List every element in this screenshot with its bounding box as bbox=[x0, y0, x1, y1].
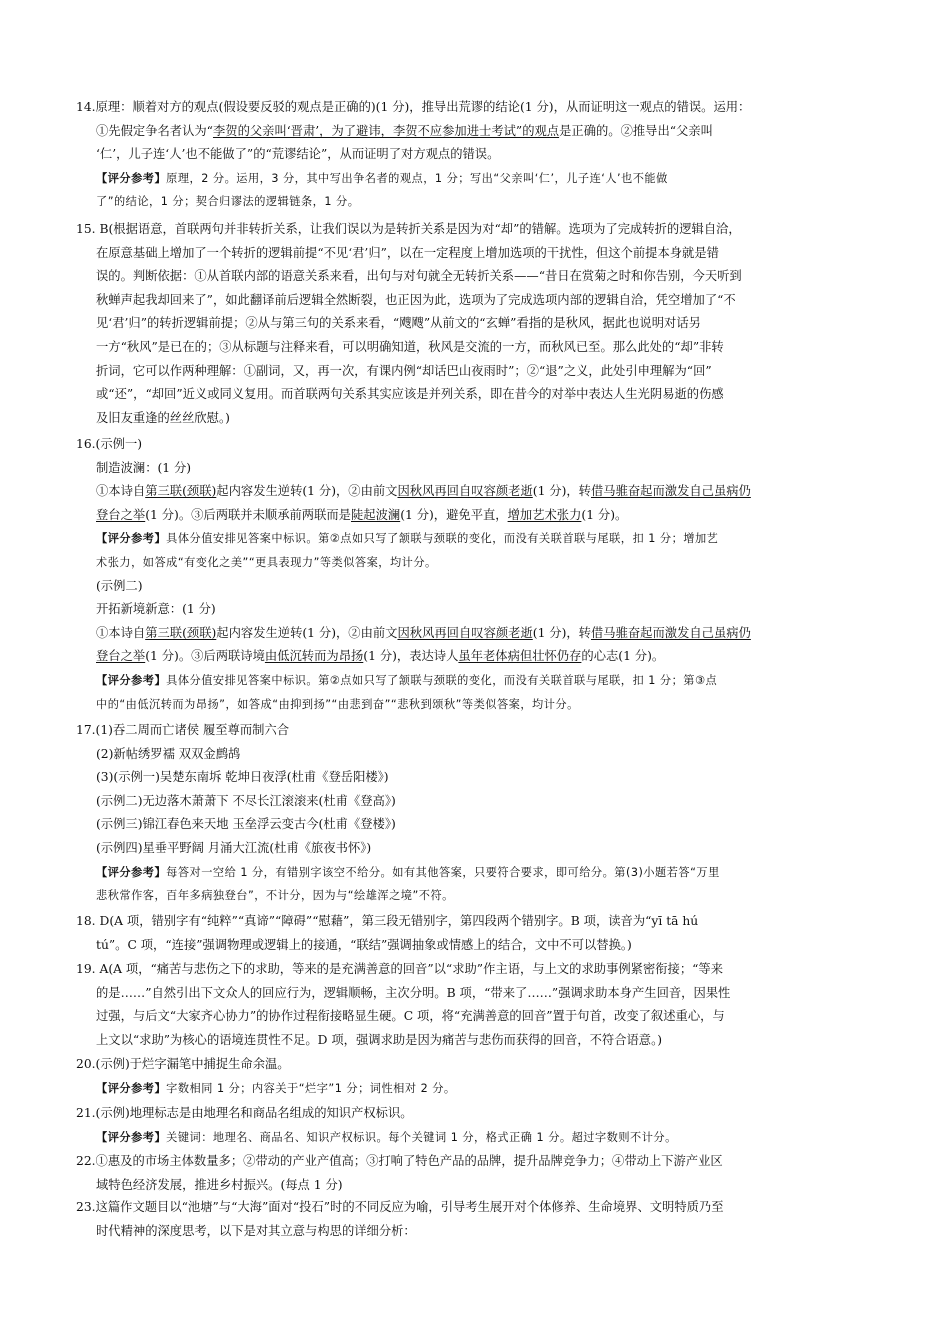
q15-line: 一方“秋风”是已在的；③从标题与注释来看，可以明确知道，秋风是交流的一方，而秋风已至。那么此处的“却”非转 bbox=[96, 339, 724, 354]
scoring-reference: 【评分参考】具体分值安排见答案中标识。第②点如只写了颔联与颈联的变化，而没有关联首联与尾联，扣 1 分；增加艺 bbox=[96, 532, 719, 546]
example-title: 开拓新境新意：(1 分) bbox=[96, 602, 216, 617]
question-21 bbox=[76, 1102, 876, 1149]
question-22 bbox=[76, 1150, 876, 1197]
scoring-tag: 【评分参考】 bbox=[96, 673, 167, 687]
question-23 bbox=[76, 1196, 876, 1243]
scoring-reference: 【评分参考】原理，2 分。运用，3 分，其中写出争名者的观点，1 分；写出“父亲叫‘仁’，儿子连‘人’也不能做 bbox=[96, 171, 668, 185]
q17-line: (示例四)星垂平野阔 月涌大江流(杜甫《旅夜书怀》) bbox=[96, 840, 372, 855]
underlined-text: 由低沉转而为昂扬 bbox=[264, 649, 364, 664]
scoring-reference: 【评分参考】关键词：地理名、商品名、知识产权标识。每个关键词 1 分，格式正确 1 分。超过字数则不计分。 bbox=[96, 1130, 677, 1144]
q15-line: 15. B(根据语意，首联两句并非转折关系，让我们误以为是转折关系是因为对“却”的错解。选项为了完成转折的逻辑自洽， bbox=[76, 222, 741, 236]
q23-line: 时代精神的深度思考，以下是对其立意与构思的详细分析： bbox=[96, 1223, 416, 1238]
question-18 bbox=[76, 910, 876, 957]
q16-heading: 16.(示例一) bbox=[76, 437, 143, 451]
question-14 bbox=[76, 96, 876, 214]
q19-line: 上文以“求助”为核心的语境连贯性不足。D 项，强调求助是因为痛苦与悲伤而获得的回音，不符合语意。) bbox=[96, 1032, 663, 1047]
underlined-text: 增加艺术张力 bbox=[507, 507, 582, 522]
q18-line: 18. D(A 项，错别字有“纯粹”“真谛”“障碍”“慰藉”，第三段无错别字，第四段两个错别字。B 项，读音为“yī tā hú bbox=[76, 914, 699, 928]
q16-line: 登台之举(1 分)。③后两联诗境由低沉转而为昂扬(1 分)，表达诗人虽年老体病但壮怀仍存的心志(1 分)。 bbox=[96, 649, 665, 664]
q21-line: 21.(示例)地理标志是由地理名和商品名组成的知识产权标识。 bbox=[76, 1106, 413, 1120]
underlined-text: 借马骓奋起而激发自己虽病仍 bbox=[590, 625, 751, 640]
q14-line: ‘仁’，儿子连‘人’也不能做了”的“荒谬结论”，从而证明了对方观点的错误。 bbox=[96, 147, 500, 162]
q19-line: 过强，与后文“大家齐心协力”的协作过程衔接略显生硬。C 项，将“充满善意的回音”置于句首，改变了叙述重心，与 bbox=[96, 1009, 725, 1024]
q23-line: 23.这篇作文题目以“池塘”与“大海”面对“投石”时的不同反应为喻，引导考生展开对个体修养、生命境界、文明特质乃至 bbox=[76, 1200, 724, 1214]
scoring-reference: 【评分参考】字数相同 1 分；内容关于“烂字”1 分；词性相对 2 分。 bbox=[96, 1081, 456, 1095]
q15-line: 见‘君’归”的转折逻辑前提；②从与第三句的关系来看，“飕飕”从前文的“玄蝉”看指的是秋风，据此也说明对话另 bbox=[96, 316, 701, 331]
q20-line: 20.(示例)于烂字漏笔中捕捉生命余温。 bbox=[76, 1057, 290, 1071]
q14-line: ①先假定争名者认为“李贺的父亲叫‘晋肃’，为了避讳，李贺不应参加进士考试”的观点是正确的。②推导出“父亲叫 bbox=[96, 123, 713, 138]
q15-line: 秋蝉声起我却回来了”，如此翻译前后逻辑全然断裂，也正因为此，选项为了完成选项内部的逻辑自洽，凭空增加了“不 bbox=[96, 292, 736, 307]
scoring-tag: 【评分参考】 bbox=[96, 532, 167, 546]
q19-line: 的是……”自然引出下文众人的回应行为，逻辑顺畅，主次分明。B 项，“带来了……”强调求助本身产生回音，因果性 bbox=[96, 985, 731, 1000]
q16-line: ①本诗自第三联(颈联)起内容发生逆转(1 分)，②由前文因秋风再回自叹容颜老逝(1 分)，转借马骓奋起而激发自己虽病仍 bbox=[96, 625, 751, 640]
underlined-text: 借马骓奋起而激发自己虽病仍 bbox=[590, 484, 751, 499]
q19-line: 19. A(A 项，“痛苦与悲伤之下的求助，等来的是充满善意的回音”以“求助”作主语，与上文的求助事例紧密衔接；“等来 bbox=[76, 962, 724, 976]
q17-line: (示例二)无边落木萧萧下 不尽长江滚滚来(杜甫《登高》) bbox=[96, 793, 396, 808]
q15-line: 折词，它可以作两种理解：①副词，又，再一次，有课内例“却话巴山夜雨时”；②“退”之义，此处引申理解为“回” bbox=[96, 363, 712, 378]
scoring-reference: 【评分参考】每答对一空给 1 分，有错别字该空不给分。如有其他答案，只要符合要求，即可给分。第(3)小题若答“万里 bbox=[96, 865, 720, 879]
question-20 bbox=[76, 1053, 876, 1100]
underlined-text: 李贺的父亲叫‘晋肃’，为了避讳，李贺不应参加进士考试”的观点 bbox=[212, 123, 560, 138]
scoring-reference: 悲秋常作客，百年多病独登台”，不计分，因为与“绘雄浑之境”不符。 bbox=[96, 889, 454, 903]
q22-line: 22.①惠及的市场主体数量多；②带动的产业产值高；③打响了特色产品的品牌，提升品牌竞争力；④带动上下游产业区 bbox=[76, 1154, 723, 1168]
underlined-text: 第三联(颈联) bbox=[145, 484, 217, 499]
question-16 bbox=[76, 433, 876, 716]
q17-line: (3)(示例一)吴楚东南坼 乾坤日夜浮(杜甫《登岳阳楼》) bbox=[96, 770, 389, 785]
scoring-tag: 【评分参考】 bbox=[96, 1130, 167, 1144]
scoring-reference: 了”的结论，1 分；契合归谬法的逻辑链条，1 分。 bbox=[96, 195, 360, 209]
q17-line: 17.(1)吞二周而亡诸侯 履至尊而制六合 bbox=[76, 723, 290, 737]
underlined-text: 因秋风再回自叹容颜老逝 bbox=[397, 625, 533, 640]
underlined-text: 第三联(颈联) bbox=[145, 625, 217, 640]
underlined-text: 陡起波澜 bbox=[350, 507, 401, 522]
q15-line: 或“还”，“却回”近义或同义复用。而首联两句关系其实应该是并列关系，即在昔今的对举中表达人生光阴易逝的伤感 bbox=[96, 387, 724, 402]
question-15 bbox=[76, 218, 876, 430]
underlined-text: 虽年老体病但壮怀仍存 bbox=[458, 649, 582, 664]
q22-line: 域特色经济发展，推进乡村振兴。(每点 1 分) bbox=[96, 1177, 343, 1192]
q17-line: (示例三)锦江春色来天地 玉垒浮云变古今(杜甫《登楼》) bbox=[96, 817, 396, 832]
question-17 bbox=[76, 719, 876, 908]
q16-line: 登台之举(1 分)。③后两联并未顺承前两联而是陡起波澜(1 分)，避免平直，增加艺术张力(1 分)。 bbox=[96, 507, 628, 522]
underlined-text: 登台之举 bbox=[96, 507, 146, 522]
q15-line: 及旧友重逢的丝丝欣慰。) bbox=[96, 410, 230, 425]
scoring-reference: 中的“由低沉转而为昂扬”，如答成“由抑到扬”“由悲到奋”“悲秋到颂秋”等类似答案，均计分。 bbox=[96, 697, 579, 711]
scoring-reference: 【评分参考】具体分值安排见答案中标识。第②点如只写了颔联与颈联的变化，而没有关联首联与尾联，扣 1 分；第③点 bbox=[96, 673, 718, 687]
question-19 bbox=[76, 958, 876, 1052]
scoring-reference: 术张力，如答成“有变化之美”“更具表现力”等类似答案，均计分。 bbox=[96, 555, 437, 569]
scoring-tag: 【评分参考】 bbox=[96, 865, 167, 879]
scoring-tag: 【评分参考】 bbox=[96, 171, 167, 185]
q17-line: (2)新帖绣罗襦 双双金鹧鸪 bbox=[96, 746, 241, 761]
q15-line: 误的。判断依据：①从首联内部的语意关系来看，出句与对句就全无转折关系——“昔日在赏菊之时和你告别，今天听到 bbox=[96, 269, 742, 284]
q18-line: tú”。C 项，“连接”强调物理或逻辑上的接通，“联结”强调抽象或情感上的结合，文中不可以替换。) bbox=[96, 937, 632, 952]
underlined-text: 登台之举 bbox=[96, 649, 146, 664]
q15-line: 在原意基础上增加了一个转折的逻辑前提“不见‘君’归”，以在一定程度上增加选项的干扰性，但这个前提本身就是错 bbox=[96, 245, 719, 260]
q14-line: 14.原理：顺着对方的观点(假设要反驳的观点是正确的)(1 分)，推导出荒谬的结论(1 分)，从而证明这一观点的错误。运用： bbox=[76, 100, 751, 114]
underlined-text: 因秋风再回自叹容颜老逝 bbox=[397, 484, 533, 499]
example-heading: (示例二) bbox=[96, 578, 143, 593]
q16-line: ①本诗自第三联(颈联)起内容发生逆转(1 分)，②由前文因秋风再回自叹容颜老逝(1 分)，转借马骓奋起而激发自己虽病仍 bbox=[96, 484, 751, 499]
scoring-tag: 【评分参考】 bbox=[96, 1081, 167, 1095]
example-title: 制造波澜：(1 分) bbox=[96, 460, 192, 475]
